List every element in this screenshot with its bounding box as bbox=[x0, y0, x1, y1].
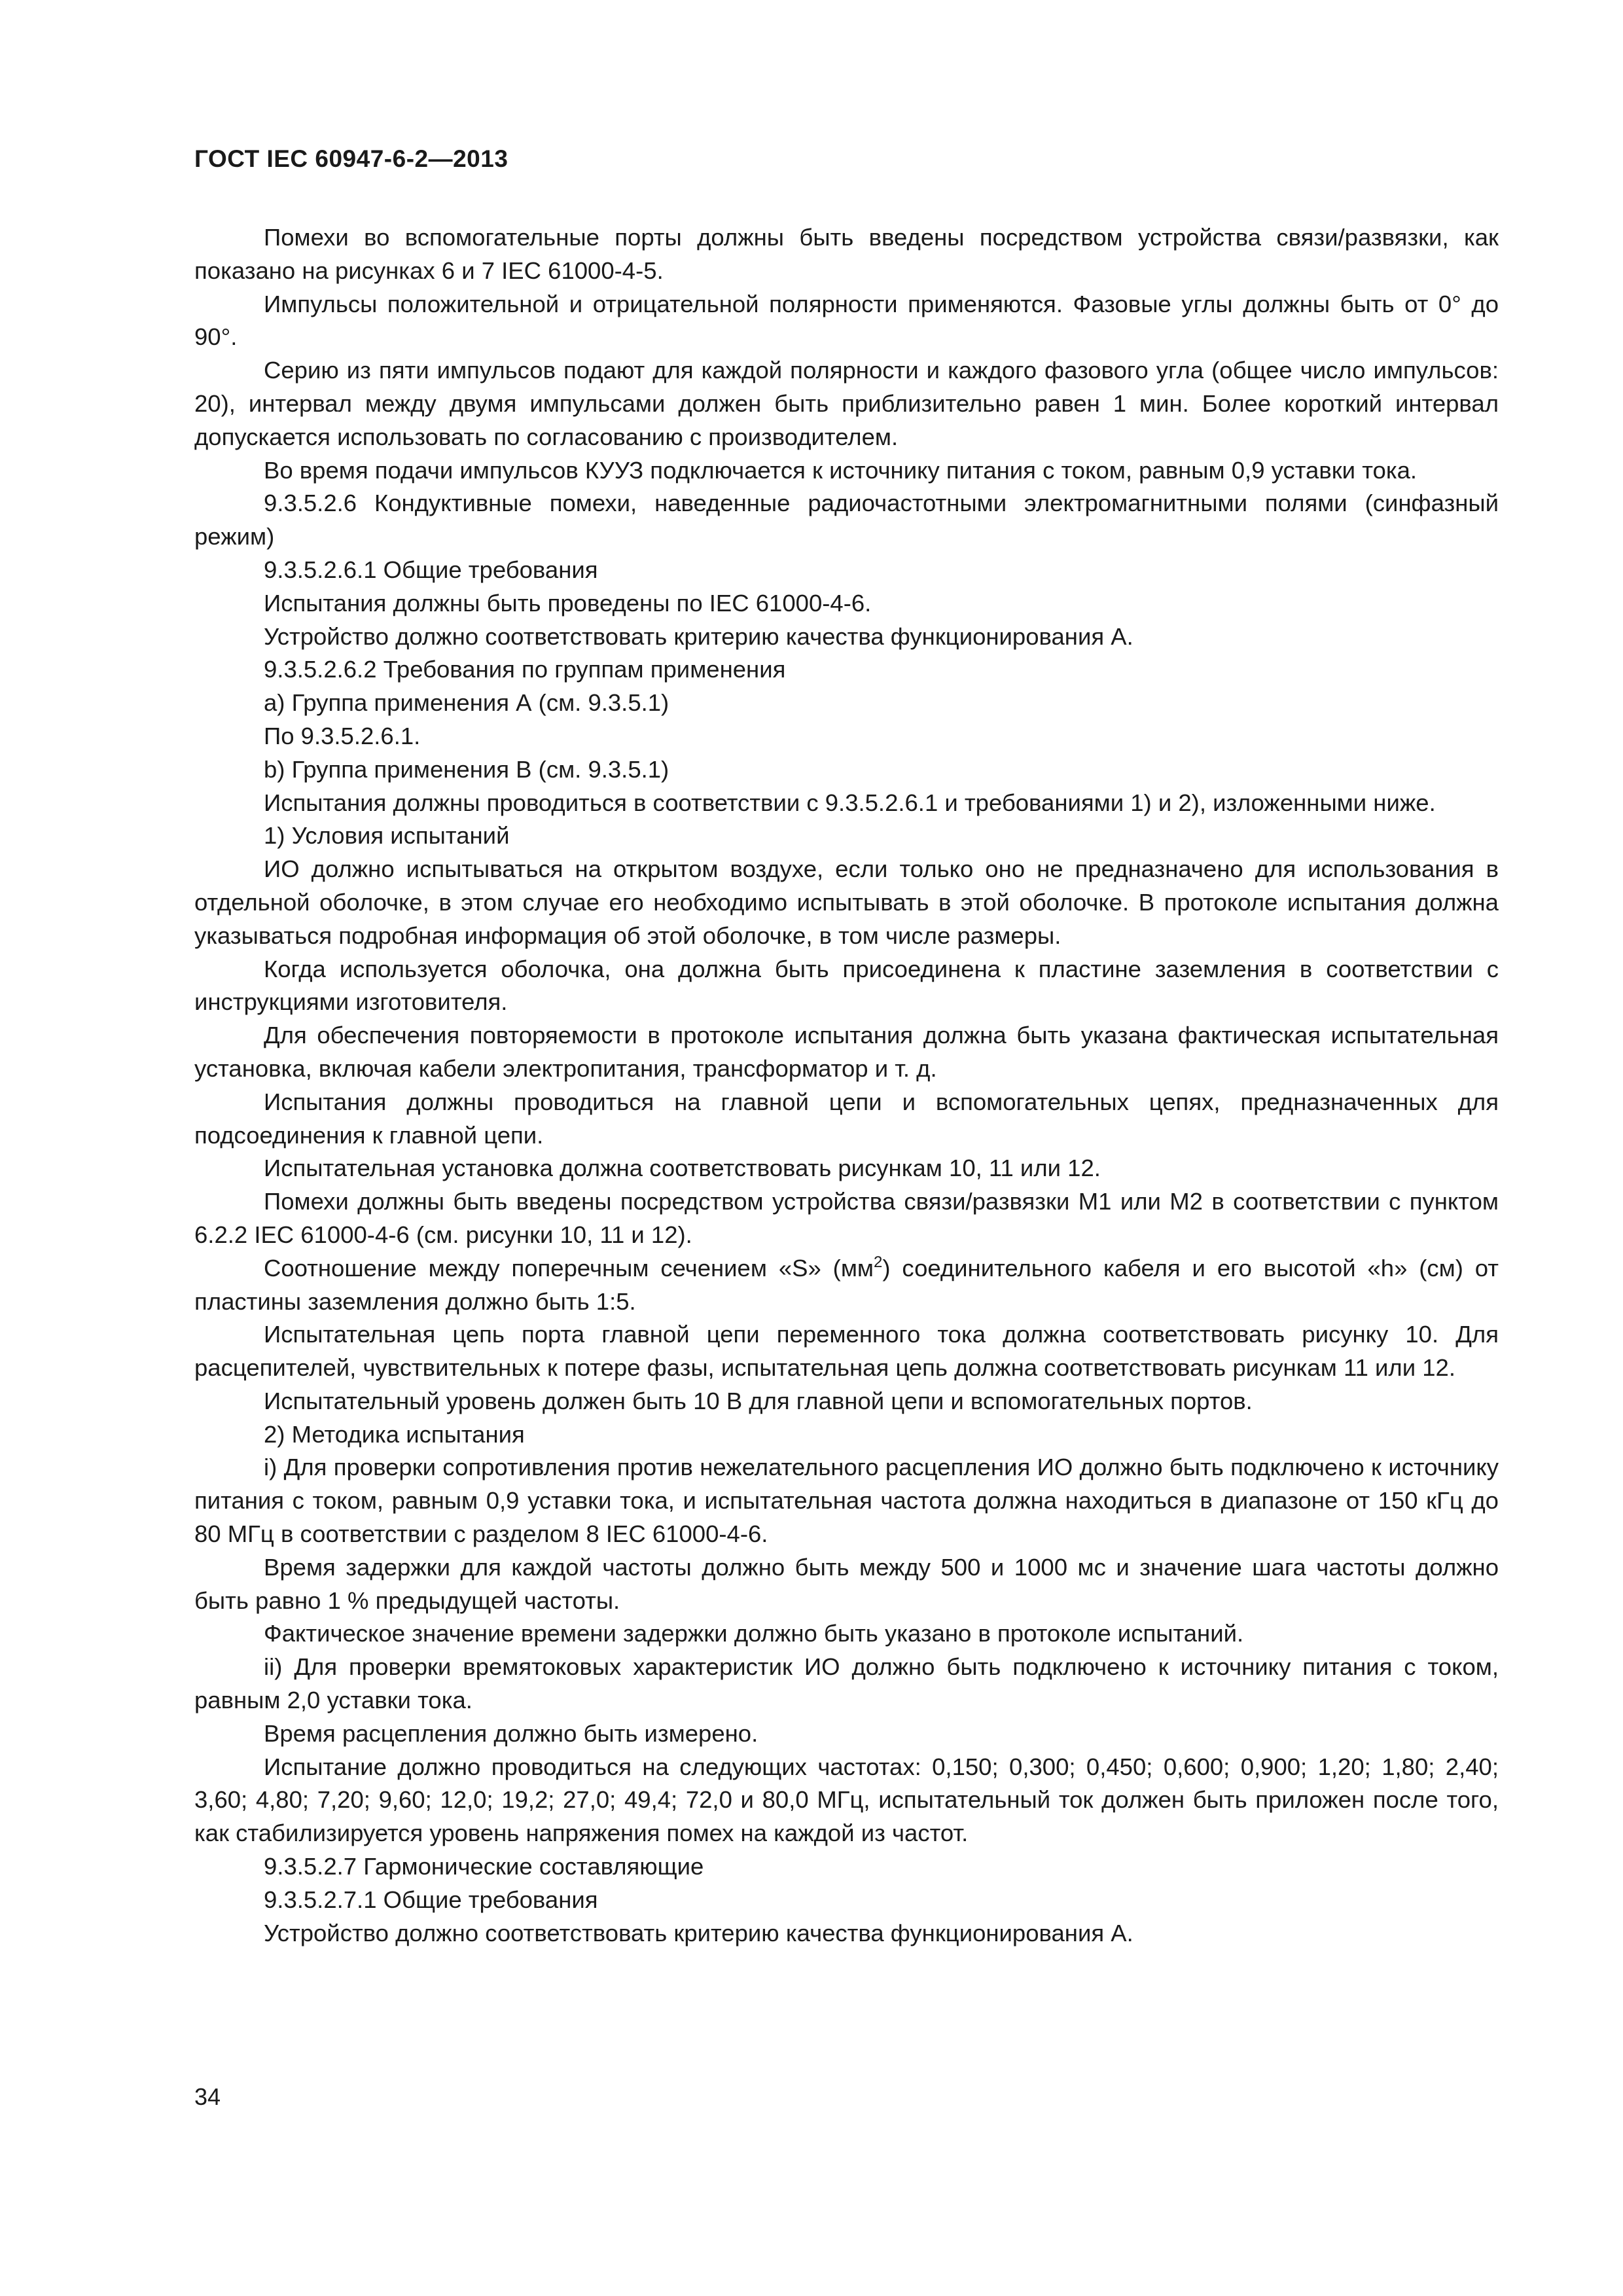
paragraph: Фактическое значение времени задержки должно быть указано в протоколе испытаний. bbox=[264, 1620, 1244, 1647]
section-heading: 9.3.5.2.6 Кондуктивные помехи, наведенные радиочастотными электромагнитными полями (синфазный режим) bbox=[194, 490, 1499, 550]
section-heading: 9.3.5.2.6.1 Общие требования bbox=[264, 556, 598, 583]
paragraph: Время расцепления должно быть измерено. bbox=[264, 1719, 758, 1747]
paragraph: Для обеспечения повторяемости в протоколе испытания должна быть указана фактическая испытательная установка, включая кабели электропитания, трансформатор и т. д. bbox=[194, 1022, 1499, 1082]
ratio-text-before: Соотношение между поперечным сечением «S» (мм bbox=[264, 1254, 874, 1282]
paragraph: По 9.3.5.2.6.1. bbox=[264, 722, 421, 749]
paragraph: Испытания должны проводиться в соответствии с 9.3.5.2.6.1 и требованиями 1) и 2), изложенными ниже. bbox=[264, 789, 1436, 816]
paragraph: Во время подачи импульсов КУУЗ подключается к источнику питания с током, равным 0,9 уставки тока. bbox=[264, 456, 1418, 484]
paragraph: Испытательная установка должна соответствовать рисункам 10, 11 или 12. bbox=[264, 1155, 1101, 1182]
paragraph: Испытания должны проводиться на главной цепи и вспомогательных цепях, предназначенных для подсоединения к главной цепи. bbox=[194, 1088, 1499, 1149]
ratio-paragraph bbox=[194, 1252, 1499, 1319]
paragraph: Устройство должно соответствовать критерию качества функционирования А. bbox=[264, 622, 1133, 650]
paragraph: Испытательный уровень должен быть 10 В для главной цепи и вспомогательных портов. bbox=[264, 1387, 1253, 1414]
paragraph: Время задержки для каждой частоты должно быть между 500 и 1000 мс и значение шага частоты должно быть равно 1 % предыдущей частоты. bbox=[194, 1553, 1499, 1614]
list-item: a) Группа применения А (см. 9.3.5.1) bbox=[264, 689, 669, 717]
section-heading: 9.3.5.2.7 Гармонические составляющие bbox=[264, 1853, 704, 1880]
paragraph: Испытания должны быть проведены по IEC 61000-4-6. bbox=[264, 589, 872, 617]
list-item: b) Группа применения В (см. 9.3.5.1) bbox=[264, 755, 669, 783]
paragraph: Импульсы положительной и отрицательной полярности применяются. Фазовые углы должны быть от 0° до 90°. bbox=[194, 290, 1499, 351]
section-heading: 9.3.5.2.7.1 Общие требования bbox=[264, 1886, 598, 1913]
page-number: 34 bbox=[194, 2083, 221, 2110]
paragraph: Когда используется оболочка, она должна быть присоединена к пластине заземления в соответствии с инструкциями изготовителя. bbox=[194, 955, 1499, 1016]
paragraph: Устройство должно соответствовать критерию качества функционирования А. bbox=[264, 1919, 1133, 1946]
paragraph: Помехи во вспомогательные порты должны быть введены посредством устройства связи/развязки, как показано на рисунках 6 и 7 IEC 61000-4-5. bbox=[194, 224, 1499, 284]
superscript: 2 bbox=[874, 1253, 883, 1271]
list-item: 2) Методика испытания bbox=[264, 1420, 525, 1448]
document-header: ГОСТ IEC 60947-6-2—2013 bbox=[194, 145, 508, 172]
paragraph: Помехи должны быть введены посредством устройства связи/развязки M1 или M2 в соответствии с пунктом 6.2.2 IEC 61000-4-6 (см. рисунки 10, 11 и 12). bbox=[194, 1188, 1499, 1248]
list-item: 1) Условия испытаний bbox=[264, 822, 510, 850]
paragraph: Испытание должно проводиться на следующих частотах: 0,150; 0,300; 0,450; 0,600; 0,900; 1,20; 1,80; 2,40; 3,60; 4,80; 7,20; 9,60; 12,0; 19,2; 27,0; 49,4; 72,0 и 80,0 МГц, испытательный ток должен быть приложен после того, как стабилизируется уровень напряжения помех на каждой из частот. bbox=[194, 1753, 1499, 1847]
section-heading: 9.3.5.2.6.2 Требования по группам применения bbox=[264, 656, 786, 683]
paragraph: Серию из пяти импульсов подают для каждой полярности и каждого фазового угла (общее число импульсов: 20), интервал между двумя импульсами должен быть приблизительно равен 1 мин. Более короткий интервал допускается использовать по согласованию с производителем. bbox=[194, 357, 1499, 450]
paragraph: ИО должно испытываться на открытом воздухе, если только оно не предназначено для использования в отдельной оболочке, в этом случае его необходимо испытывать в этой оболочке. В протоколе испытания должна указываться подробная информация об этой оболочке, в том числе размеры. bbox=[194, 855, 1499, 949]
document-body bbox=[194, 221, 1499, 1950]
ratio-text-after: ) соединительного кабеля и его высотой «h» (см) от пластины заземления должно быть 1:5. bbox=[194, 1254, 1499, 1315]
paragraph: i) Для проверки сопротивления против нежелательного расцепления ИО должно быть подключено к источнику питания с током, равным 0,9 уставки тока, и испытательная частота должна находиться в диапазоне от 150 кГц до 80 МГц в соответствии с разделом 8 IEC 61000-4-6. bbox=[194, 1454, 1499, 1548]
paragraph: ii) Для проверки времятоковых характеристик ИО должно быть подключено к источнику питания с током, равным 2,0 уставки тока. bbox=[194, 1653, 1499, 1714]
paragraph: Испытательная цепь порта главной цепи переменного тока должна соответствовать рисунку 10. Для расцепителей, чувствительных к потере фазы, испытательная цепь должна соответствовать рисункам 11 или 12. bbox=[194, 1321, 1499, 1382]
